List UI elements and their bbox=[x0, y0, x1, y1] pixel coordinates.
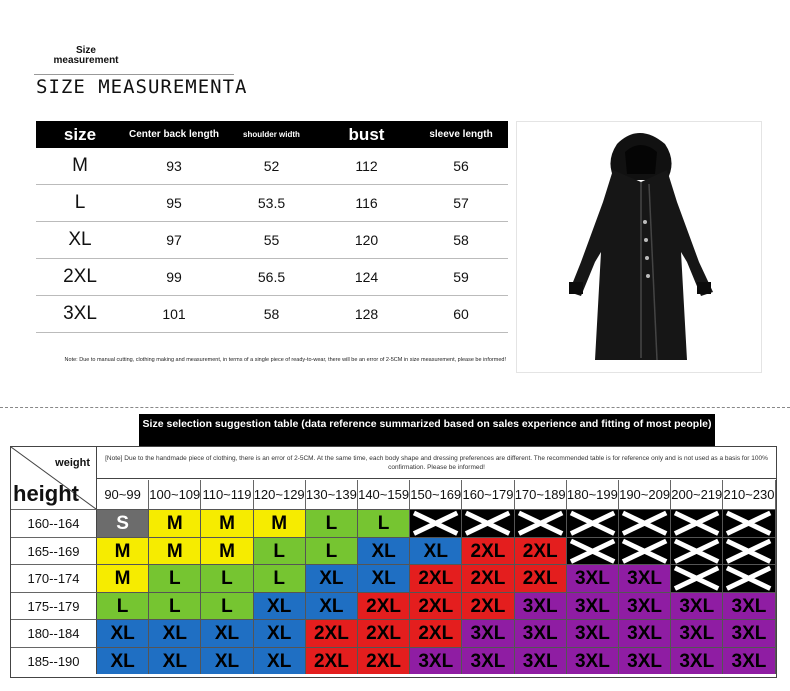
measurement-row bbox=[36, 296, 508, 333]
unavailable-cross-icon bbox=[723, 564, 775, 592]
size-suggestion-cell: 3XL bbox=[567, 619, 619, 647]
measurement-cell: 58 bbox=[414, 222, 508, 259]
size-suggestion-cell: 3XL bbox=[462, 619, 514, 647]
size-suggestion-cell: 2XL bbox=[515, 537, 567, 565]
size-cell: L bbox=[36, 185, 124, 222]
size-suggestion-cell: L bbox=[149, 564, 201, 592]
size-suggestion-cell: 2XL bbox=[410, 592, 462, 620]
size-suggestion-cell: 2XL bbox=[306, 619, 358, 647]
size-suggestion-cell: L bbox=[201, 592, 253, 620]
weight-column-header: 210~230 bbox=[723, 480, 775, 509]
unavailable-cross-icon bbox=[671, 537, 723, 565]
size-suggestion-cell: M bbox=[201, 509, 253, 537]
measurement-header-row bbox=[36, 121, 508, 148]
weight-column-header: 150~169 bbox=[410, 480, 462, 509]
size-suggestion-cell: XL bbox=[306, 564, 358, 592]
unavailable-cross-icon bbox=[723, 537, 775, 565]
measurement-cell: 53.5 bbox=[224, 185, 319, 222]
size-tag-line2: measurement bbox=[53, 55, 119, 66]
unavailable-cross-icon bbox=[410, 509, 462, 537]
suggestion-note: [Note] Due to the handmade piece of clothing, there is an error of 2-5CM. At the same time, each body shape and dressing preferences are different. The recommended table is for reference only and is not used as a basis for 100% confirmation. Please be informed! bbox=[97, 447, 776, 479]
measurement-cell: 120 bbox=[319, 222, 414, 259]
size-tag bbox=[40, 46, 132, 66]
measurement-cell: 95 bbox=[124, 185, 224, 222]
measurement-note: Note: Due to manual cutting, clothing making and measurement, in terms of a single piece of ready-to-wear, there will be an error of 2-5CM in size measurement, please be informed! bbox=[64, 357, 506, 363]
measurement-body bbox=[36, 148, 508, 333]
unavailable-cross-icon bbox=[515, 509, 567, 537]
size-suggestion-cell: 3XL bbox=[619, 564, 671, 592]
weight-column-header: 170~189 bbox=[515, 480, 567, 509]
size-suggestion-cell: XL bbox=[254, 619, 306, 647]
measurement-cell: 52 bbox=[224, 148, 319, 185]
height-row-header: 160--164 bbox=[11, 509, 97, 537]
header-divider bbox=[34, 74, 234, 75]
measurement-cell: 59 bbox=[414, 259, 508, 296]
unavailable-cross-icon bbox=[462, 509, 514, 537]
coat-icon bbox=[517, 122, 761, 372]
size-suggestion-cell: L bbox=[306, 537, 358, 565]
unavailable-cross-icon bbox=[567, 537, 619, 565]
size-suggestion-cell: XL bbox=[410, 537, 462, 565]
size-suggestion-cell: 3XL bbox=[515, 647, 567, 675]
size-suggestion-cell: M bbox=[97, 564, 149, 592]
measurement-cell: 57 bbox=[414, 185, 508, 222]
size-suggestion-cell: 3XL bbox=[462, 647, 514, 675]
size-suggestion-cell: M bbox=[201, 537, 253, 565]
size-cell: M bbox=[36, 148, 124, 185]
size-suggestion-cell: M bbox=[149, 509, 201, 537]
size-suggestion-cell: L bbox=[97, 592, 149, 620]
measurement-cell: 93 bbox=[124, 148, 224, 185]
size-suggestion-cell: XL bbox=[97, 647, 149, 675]
corner-height-label: height bbox=[13, 481, 79, 506]
size-cell: 2XL bbox=[36, 259, 124, 296]
size-suggestion-cell: XL bbox=[358, 564, 410, 592]
size-suggestion-cell: M bbox=[149, 537, 201, 565]
size-suggestion-cell: 3XL bbox=[567, 592, 619, 620]
size-suggestion-cell: L bbox=[254, 537, 306, 565]
size-suggestion-cell: 3XL bbox=[619, 592, 671, 620]
measurement-cell: 128 bbox=[319, 296, 414, 333]
col-header-size: size bbox=[36, 121, 124, 148]
size-suggestion-cell: 3XL bbox=[723, 619, 775, 647]
size-suggestion-cell: 3XL bbox=[567, 564, 619, 592]
size-suggestion-cell: L bbox=[358, 509, 410, 537]
size-suggestion-cell: 3XL bbox=[619, 619, 671, 647]
height-row-header: 170--174 bbox=[11, 564, 97, 592]
unavailable-cross-icon bbox=[567, 509, 619, 537]
size-suggestion-cell: L bbox=[306, 509, 358, 537]
measurement-row bbox=[36, 148, 508, 185]
weight-column-header: 190~209 bbox=[619, 480, 671, 509]
col-header-sleeve-length: sleeve length bbox=[414, 121, 508, 148]
size-cell: XL bbox=[36, 222, 124, 259]
measurement-cell: 56.5 bbox=[224, 259, 319, 296]
size-suggestion-cell: 2XL bbox=[515, 564, 567, 592]
col-header-center-back-length: Center back length bbox=[124, 121, 224, 148]
size-suggestion-cell: 3XL bbox=[410, 647, 462, 675]
size-suggestion-cell: XL bbox=[254, 647, 306, 675]
size-suggestion-cell: 3XL bbox=[515, 619, 567, 647]
section-divider bbox=[0, 407, 790, 408]
col-header-bust: bust bbox=[319, 121, 414, 148]
size-suggestion-cell: 2XL bbox=[462, 564, 514, 592]
size-suggestion-cell: 3XL bbox=[567, 647, 619, 675]
weight-column-header: 90~99 bbox=[97, 480, 149, 509]
grid-corner bbox=[11, 447, 97, 509]
size-suggestion-cell: 2XL bbox=[462, 537, 514, 565]
weight-column-header: 140~159 bbox=[358, 480, 410, 509]
weight-column-header: 120~129 bbox=[254, 480, 306, 509]
weight-column-header: 160~179 bbox=[462, 480, 514, 509]
weight-column-header: 100~109 bbox=[149, 480, 201, 509]
size-suggestion-cell: L bbox=[149, 592, 201, 620]
weight-column-header: 130~139 bbox=[306, 480, 358, 509]
measurement-cell: 99 bbox=[124, 259, 224, 296]
size-suggestion-cell: 2XL bbox=[358, 592, 410, 620]
unavailable-cross-icon bbox=[671, 509, 723, 537]
size-suggestion-cell: 2XL bbox=[410, 619, 462, 647]
measurement-cell: 116 bbox=[319, 185, 414, 222]
size-suggestion-cell: 3XL bbox=[515, 592, 567, 620]
col-header-shoulder-width: shoulder width bbox=[224, 121, 319, 148]
size-suggestion-cell: 3XL bbox=[671, 647, 723, 675]
size-suggestion-cell: M bbox=[97, 537, 149, 565]
size-suggestion-cell: 2XL bbox=[462, 592, 514, 620]
measurement-cell: 58 bbox=[224, 296, 319, 333]
size-suggestion-cell: XL bbox=[97, 619, 149, 647]
height-row-header: 180--184 bbox=[11, 619, 97, 647]
size-suggestion-cell: 3XL bbox=[723, 592, 775, 620]
size-suggestion-cell: XL bbox=[306, 592, 358, 620]
weight-column-header: 200~219 bbox=[671, 480, 723, 509]
measurement-row bbox=[36, 259, 508, 296]
unavailable-cross-icon bbox=[619, 509, 671, 537]
measurement-cell: 56 bbox=[414, 148, 508, 185]
height-row-header: 175--179 bbox=[11, 592, 97, 620]
measurement-cell: 112 bbox=[319, 148, 414, 185]
size-suggestion-cell: S bbox=[97, 509, 149, 537]
measurement-row bbox=[36, 185, 508, 222]
page-title: SIZE MEASUREMENTA bbox=[36, 76, 248, 98]
size-suggestion-cell: XL bbox=[358, 537, 410, 565]
size-suggestion-cell: L bbox=[201, 564, 253, 592]
unavailable-cross-icon bbox=[671, 564, 723, 592]
size-suggestion-cell: 3XL bbox=[619, 647, 671, 675]
suggestion-banner: Size selection suggestion table (data reference summarized based on sales experience and fitting of most people) bbox=[139, 414, 715, 446]
height-row-header: 185--190 bbox=[11, 647, 97, 675]
measurement-cell: 97 bbox=[124, 222, 224, 259]
measurement-row bbox=[36, 222, 508, 259]
size-suggestion-cell: 2XL bbox=[306, 647, 358, 675]
measurement-cell: 60 bbox=[414, 296, 508, 333]
size-tag-line1: Size bbox=[75, 45, 96, 56]
size-suggestion-cell: XL bbox=[201, 619, 253, 647]
size-suggestion-cell: 2XL bbox=[358, 647, 410, 675]
corner-weight-label: weight bbox=[55, 457, 90, 469]
weight-column-header: 110~119 bbox=[201, 480, 253, 509]
size-suggestion-cell: L bbox=[254, 564, 306, 592]
size-suggestion-grid bbox=[10, 446, 777, 678]
measurement-cell: 124 bbox=[319, 259, 414, 296]
size-suggestion-cell: XL bbox=[149, 619, 201, 647]
weight-column-header: 180~199 bbox=[567, 480, 619, 509]
measurement-table bbox=[36, 121, 508, 333]
size-suggestion-cell: M bbox=[254, 509, 306, 537]
size-suggestion-cell: XL bbox=[149, 647, 201, 675]
measurement-cell: 101 bbox=[124, 296, 224, 333]
size-suggestion-cell: XL bbox=[201, 647, 253, 675]
measurement-cell: 55 bbox=[224, 222, 319, 259]
product-image bbox=[516, 121, 762, 373]
size-suggestion-cell: 3XL bbox=[723, 647, 775, 675]
unavailable-cross-icon bbox=[619, 537, 671, 565]
size-suggestion-cell: 3XL bbox=[671, 592, 723, 620]
unavailable-cross-icon bbox=[723, 509, 775, 537]
size-cell: 3XL bbox=[36, 296, 124, 333]
size-suggestion-cell: 3XL bbox=[671, 619, 723, 647]
height-row-header: 165--169 bbox=[11, 537, 97, 565]
size-suggestion-cell: 2XL bbox=[410, 564, 462, 592]
size-suggestion-cell: XL bbox=[254, 592, 306, 620]
size-suggestion-cell: 2XL bbox=[358, 619, 410, 647]
